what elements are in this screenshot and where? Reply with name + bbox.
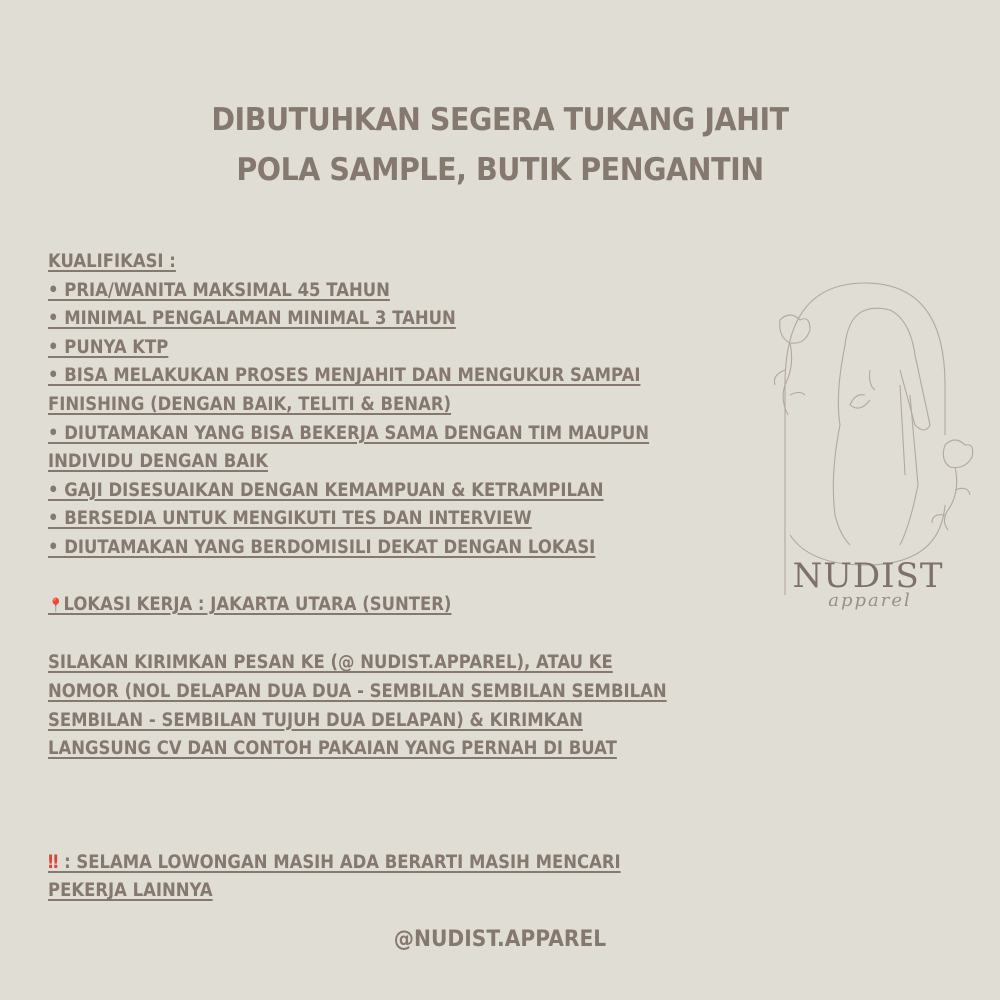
- qualification-item: INDIVIDU DENGAN BAIK: [48, 451, 268, 473]
- qualification-item: • DIUTAMAKAN YANG BERDOMISILI DEKAT DENGAN LOKASI: [48, 536, 596, 558]
- location-text: LOKASI KERJA : JAKARTA UTARA (SUNTER): [63, 594, 452, 616]
- qualification-item: • PUNYA KTP: [48, 336, 169, 358]
- qualifications-heading: KUALIFIKASI :: [48, 251, 176, 272]
- title-line-1: DIBUTUHKAN SEGERA TUKANG JAHIT: [211, 102, 789, 138]
- qualification-item: FINISHING (DENGAN BAIK, TELITI & BENAR): [48, 393, 452, 415]
- title-line-2: POLA SAMPLE, BUTIK PENGANTIN: [236, 152, 764, 188]
- instagram-handle: @NUDIST.APPAREL: [393, 927, 607, 952]
- page-title: [40, 95, 960, 195]
- work-location: [48, 591, 724, 621]
- note-text: : SELAMA LOWONGAN MASIH ADA BERARTI MASIH MENCARI: [64, 851, 621, 873]
- brand-subtitle: apparel: [828, 590, 912, 611]
- brand-name: NUDIST: [792, 556, 944, 596]
- note-line: [48, 849, 724, 878]
- contact-line: NOMOR (NOL DELAPAN DUA DUA - SEMBILAN SEMBILAN SEMBILAN: [48, 680, 667, 702]
- contact-line: LANGSUNG CV DAN CONTOH PAKAIAN YANG PERNAH DI BUAT: [48, 738, 617, 760]
- qualification-item: • BISA MELAKUKAN PROSES MENJAHIT DAN MENGUKUR SAMPAI: [48, 365, 641, 387]
- job-details: [48, 248, 808, 906]
- pin-icon: 📍: [48, 598, 64, 615]
- qualification-item: • GAJI DISESUAIKAN DENGAN KEMAMPUAN & KETRAMPILAN: [48, 479, 604, 501]
- contact-line: SILAKAN KIRIMKAN PESAN KE (@ NUDIST.APPAREL), ATAU KE: [48, 652, 613, 674]
- qualification-item: • DIUTAMAKAN YANG BISA BEKERJA SAMA DENGAN TIM MAUPUN: [48, 422, 650, 444]
- qualification-item: • MINIMAL PENGALAMAN MINIMAL 3 TAHUN: [48, 308, 456, 330]
- contact-line: SEMBILAN - SEMBILAN TUJUH DUA DELAPAN) & KIRIMKAN: [48, 709, 583, 731]
- note-line-2: PEKERJA LAINNYA: [48, 880, 213, 902]
- qualification-item: • PRIA/WANITA MAKSIMAL 45 TAHUN: [48, 279, 390, 301]
- qualification-item: • BERSEDIA UNTUK MENGIKUTI TES DAN INTERVIEW: [48, 508, 532, 530]
- double-exclamation-icon: ‼: [48, 851, 59, 873]
